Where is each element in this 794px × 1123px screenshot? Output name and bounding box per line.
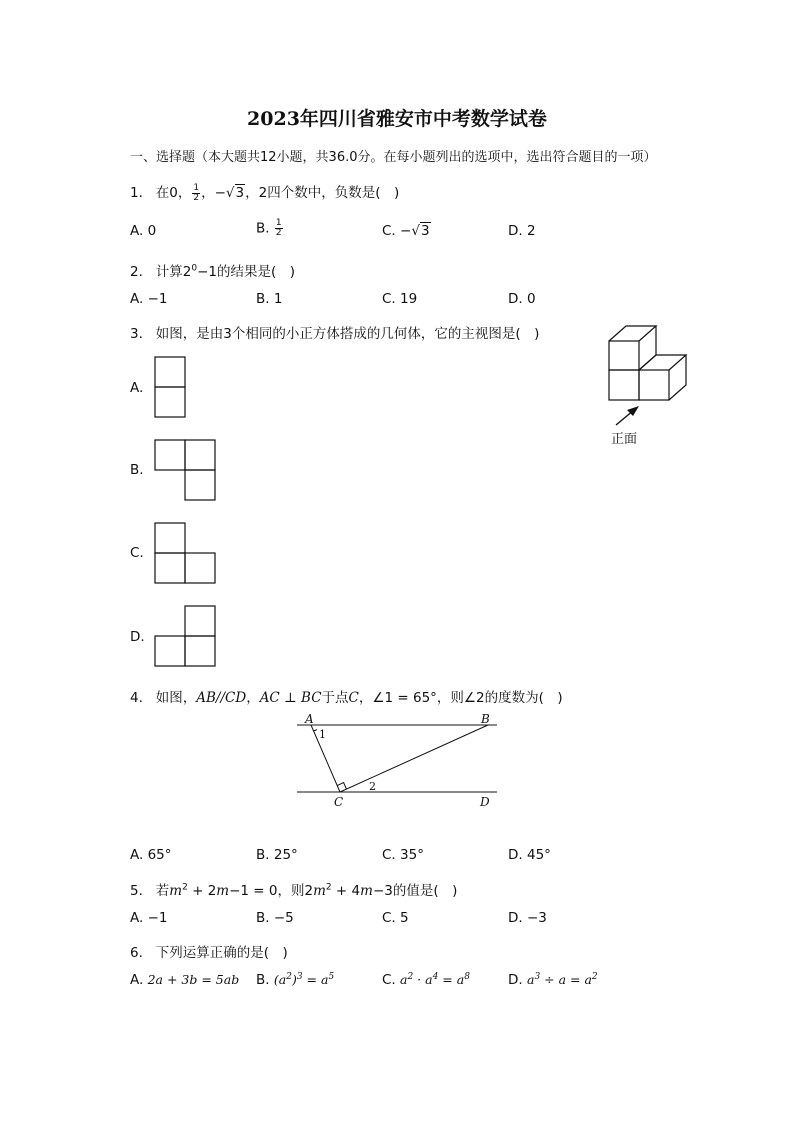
math-expr: 2 xyxy=(304,883,314,899)
math-expr: ∠1 = 65° xyxy=(372,690,437,706)
option-a-figure xyxy=(154,356,188,418)
cube-figure xyxy=(600,322,700,427)
question-number: 4. xyxy=(130,690,143,706)
angle-1-label: 1 xyxy=(319,728,326,741)
option-d[interactable]: D. $a^3 \div a = a^2$ xyxy=(508,972,598,989)
question-text: 下列运算正确的是( ) xyxy=(155,945,288,961)
math-expr: C xyxy=(348,690,359,706)
math-expr: AB//CD xyxy=(196,690,247,706)
math-var: m xyxy=(360,883,373,899)
question-text: ，− xyxy=(201,185,226,201)
option-d[interactable]: D. xyxy=(130,629,145,645)
point-d-label: D xyxy=(480,795,490,809)
option-a[interactable]: A. 65° xyxy=(130,847,172,863)
parallel-lines-figure xyxy=(290,708,505,812)
superscript: 2 xyxy=(182,882,188,893)
option-a[interactable]: A. 0 xyxy=(130,223,157,239)
fraction: $\frac{1}{2}$ xyxy=(193,182,200,203)
option-d[interactable]: D. 45° xyxy=(508,847,551,863)
option-c[interactable]: C. 35° xyxy=(382,847,424,863)
math-expr: −1 = 0 xyxy=(229,883,278,899)
option-b[interactable]: B. 25° xyxy=(256,847,298,863)
option-c[interactable]: C. 19 xyxy=(382,291,418,307)
question-text: ， xyxy=(358,690,373,706)
question-number: 2. xyxy=(130,264,143,280)
question-2 xyxy=(130,260,295,280)
question-number: 3. xyxy=(130,326,143,342)
question-1: 1. 在0， $\frac{1}{2}$ ，−√3，2四个数中，负数是( ) xyxy=(130,182,400,203)
option-b-figure xyxy=(154,439,218,501)
option-c[interactable]: C. 5 xyxy=(382,910,409,926)
question-text: ， xyxy=(246,690,260,706)
option-b[interactable]: B. $\frac{1}{2}$ xyxy=(256,218,282,238)
superscript: 2 xyxy=(325,882,332,893)
option-d[interactable]: D. −3 xyxy=(508,910,547,926)
option-c[interactable]: C. $a^2 \cdot a^4 = a^8$ xyxy=(382,972,470,989)
math-expr: + 2 xyxy=(187,883,217,899)
option-b[interactable]: B. $(a^2)^3 = a^5$ xyxy=(256,972,335,989)
question-4 xyxy=(130,686,563,706)
option-a[interactable]: A. 2a + 3b = 5ab xyxy=(130,972,240,988)
math-expr: AC ⊥ BC xyxy=(259,690,322,706)
math-expr: −3 xyxy=(372,883,393,899)
option-a[interactable]: A. xyxy=(130,380,144,396)
point-a-label: A xyxy=(305,712,314,726)
option-c[interactable]: C. xyxy=(130,545,144,561)
question-text: 计算2 xyxy=(155,264,192,280)
point-c-label: C xyxy=(334,795,344,809)
angle-2-label: 2 xyxy=(369,780,376,793)
question-3 xyxy=(130,322,539,342)
option-b[interactable]: B. xyxy=(130,462,144,478)
section-heading: 一、选择题（本大题共12小题，共36.0分。在每小题列出的选项中，选出符合题目的一项） xyxy=(130,150,657,165)
math-expr: + 4 xyxy=(331,883,361,899)
page-title: 2023年四川省雅安市中考数学试卷 xyxy=(247,108,547,130)
question-number: 6. xyxy=(130,945,143,961)
arrow-icon xyxy=(616,406,639,425)
question-text: 于点 xyxy=(321,690,349,706)
question-text: 如图，是由3个相同的小正方体搭成的几何体，它的主视图是( ) xyxy=(155,326,540,342)
superscript: 0 xyxy=(191,263,198,274)
question-text: 如图， xyxy=(155,690,197,706)
question-text: 若 xyxy=(155,883,170,899)
option-d[interactable]: D. 2 xyxy=(508,223,536,239)
option-d-figure xyxy=(154,605,218,667)
option-d[interactable]: D. 0 xyxy=(508,291,536,307)
point-b-label: B xyxy=(481,712,490,726)
option-c[interactable]: C. −√3 xyxy=(382,223,430,239)
front-label: 正面 xyxy=(611,432,638,447)
question-5 xyxy=(130,879,457,899)
math-var: m xyxy=(169,883,183,899)
question-text: −1的结果是( ) xyxy=(197,264,296,280)
option-a[interactable]: A. −1 xyxy=(130,910,168,926)
sqrt-value: 3 xyxy=(235,185,245,201)
math-var: m xyxy=(216,883,230,899)
question-text: ，2四个数中，负数是( ) xyxy=(245,185,400,201)
option-a[interactable]: A. −1 xyxy=(130,291,168,307)
question-text: ，则 xyxy=(277,883,305,899)
option-b[interactable]: B. −5 xyxy=(256,910,294,926)
question-text: 的值是( ) xyxy=(392,883,458,899)
option-c-figure xyxy=(154,522,218,584)
question-number: 5. xyxy=(130,883,143,899)
question-text: 在0， xyxy=(155,185,192,201)
math-var: m xyxy=(313,883,326,899)
option-b[interactable]: B. 1 xyxy=(256,291,283,307)
question-number: 1. xyxy=(130,185,143,201)
question-text: ，则∠2的度数为( ) xyxy=(436,690,563,706)
question-6 xyxy=(130,941,288,961)
